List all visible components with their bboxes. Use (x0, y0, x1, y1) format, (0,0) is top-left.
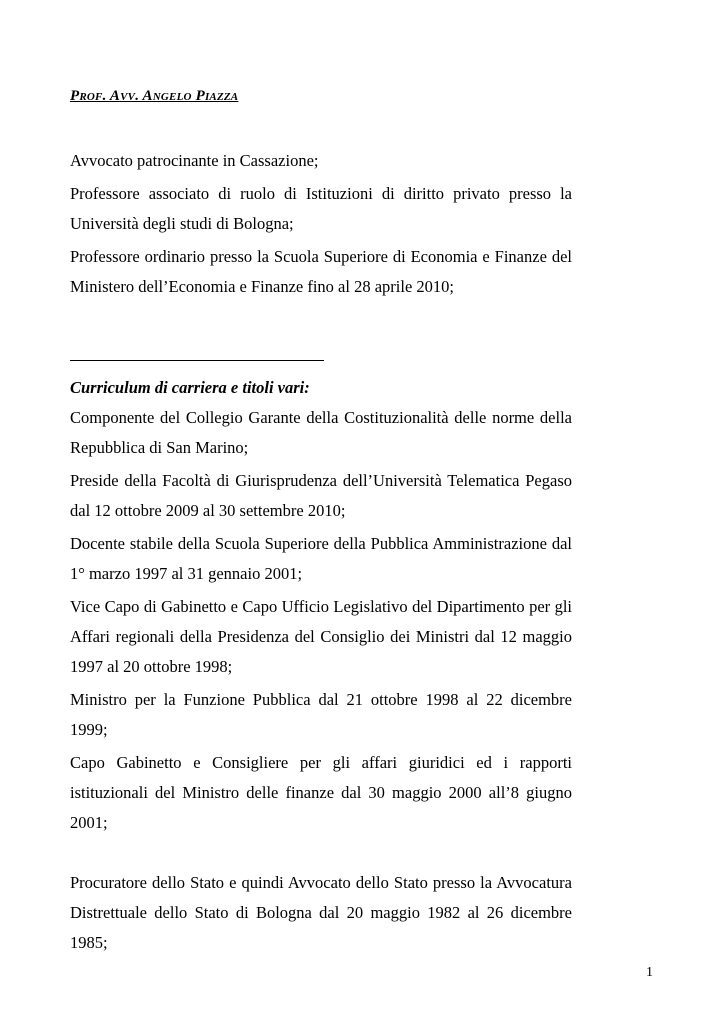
career-section (70, 403, 572, 841)
career-paragraph: Docente stabile della Scuola Superiore della Pubblica Amministrazione dal 1° marzo 1997 al 31 gennaio 2001; (70, 534, 572, 583)
intro-paragraph: Professore ordinario presso la Scuola Superiore di Economia e Finanze del Ministero dell’Economia e Finanze fino al 28 aprile 2010; (70, 247, 572, 296)
career-paragraph: Capo Gabinetto e Consigliere per gli affari giuridici ed i rapporti istituzionali del Ministro delle finanze dal 30 maggio 2000 all’8 giugno 2001; (70, 753, 572, 832)
horizontal-rule (70, 360, 324, 361)
career-paragraph: Ministro per la Funzione Pubblica dal 21 ottobre 1998 al 22 dicembre 1999; (70, 690, 572, 739)
intro-paragraph: Professore associato di ruolo di Istituzioni di diritto privato presso la Università degli studi di Bologna; (70, 184, 572, 233)
final-section (70, 868, 572, 961)
author-name (70, 88, 238, 105)
final-paragraph: Procuratore dello Stato e quindi Avvocato dello Stato presso la Avvocatura Distrettuale dello Stato di Bologna dal 20 maggio 1982 al 26 dicembre 1985; (70, 873, 572, 952)
section-heading: Curriculum di carriera e titoli vari: (70, 378, 310, 397)
author-surname: Angelo Piazza (142, 88, 239, 104)
career-paragraph: Preside della Facoltà di Giurisprudenza dell’Università Telematica Pegaso dal 12 ottobre 2009 al 30 settembre 2010; (70, 471, 572, 520)
page-number: 1 (646, 965, 653, 980)
intro-paragraph: Avvocato patrocinante in Cassazione; (70, 151, 319, 170)
intro-section (70, 146, 572, 305)
career-paragraph: Vice Capo di Gabinetto e Capo Ufficio Legislativo del Dipartimento per gli Affari regionali della Presidenza del Consiglio dei Ministri dal 12 maggio 1997 al 20 ottobre 1998; (70, 597, 572, 676)
career-paragraph: Componente del Collegio Garante della Costituzionalità delle norme della Repubblica di San Marino; (70, 408, 572, 457)
author-prefix: Prof. Avv. (70, 88, 143, 104)
